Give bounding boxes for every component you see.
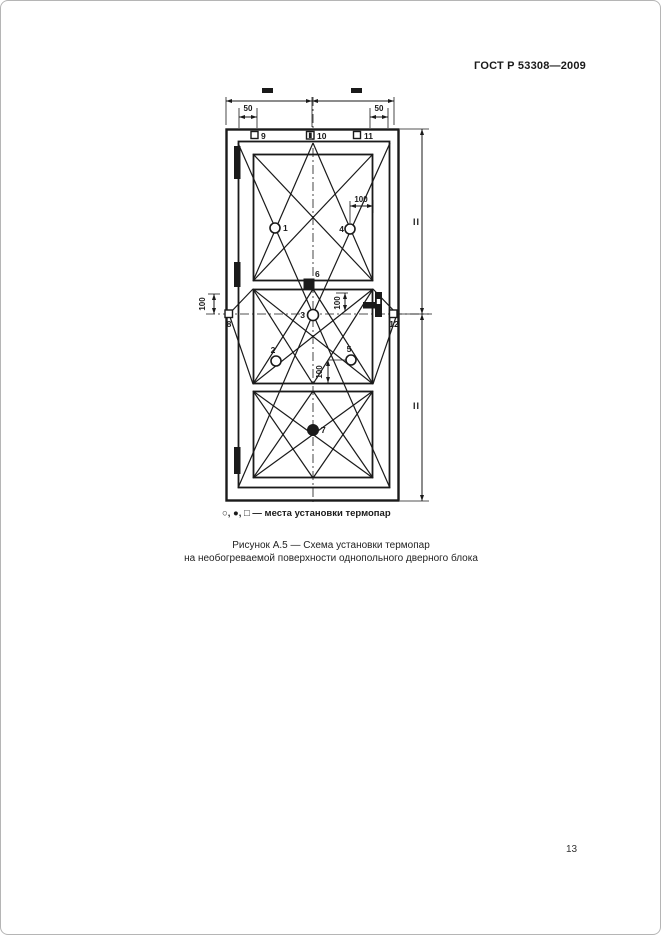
label-point-5: 5 (346, 344, 352, 354)
label-point-7: 7 (321, 425, 326, 435)
figure-legend: ○, ●, □ — места установки термопар (222, 508, 391, 519)
label-point-11: 11 (364, 131, 373, 141)
thermocouple-square-11 (354, 132, 361, 139)
dimensions (198, 88, 429, 501)
page-number: 13 (566, 844, 578, 855)
hinge-icons (234, 146, 241, 474)
dim-50-right: 50 (374, 104, 384, 113)
hinge-top-icon (234, 146, 241, 179)
figure-a5-diagram (193, 79, 439, 515)
label-point-8: 8 (226, 319, 232, 329)
thermocouple-point-2 (271, 356, 281, 366)
dim-100-middle: 100 (333, 296, 342, 310)
thermocouple-point-4 (345, 224, 355, 234)
standard-header: ГОСТ Р 53308—2009 (474, 60, 586, 72)
dim-100-upper: 100 (354, 195, 368, 204)
height-lower-label: II (412, 401, 421, 411)
hinge-middle-icon (234, 262, 241, 287)
thermocouple-markers (225, 132, 397, 436)
dim-100-lower: 100 (315, 365, 324, 379)
thermocouple-point-3 (308, 310, 319, 321)
hinge-bottom-icon (234, 447, 241, 474)
label-point-9: 9 (261, 131, 266, 141)
thermocouple-point-1 (270, 223, 280, 233)
height-upper-label: II (412, 217, 421, 227)
thermocouple-square-9 (251, 132, 258, 139)
thermocouple-point-7 (308, 425, 319, 436)
label-point-6: 6 (315, 269, 320, 279)
thermocouple-square-12 (390, 310, 398, 318)
figure-caption-line1: Рисунок А.5 — Схема установки термопар (232, 540, 430, 551)
label-point-3: 3 (300, 310, 305, 320)
width-half-right-label-blob (351, 88, 362, 93)
thermocouple-point-5 (346, 355, 356, 365)
width-half-left-label-blob (262, 88, 273, 93)
dim-100-left: 100 (198, 297, 207, 311)
label-point-1: 1 (283, 223, 288, 233)
label-point-4: 4 (339, 224, 344, 234)
label-point-12: 12 (389, 319, 399, 329)
extension-lines (208, 97, 429, 501)
label-point-2: 2 (270, 345, 276, 355)
figure-caption-line2: на необогреваемой поверхности однопольного дверного блока (184, 553, 478, 564)
figure-caption (11, 539, 651, 565)
thermocouple-square-6 (304, 279, 314, 289)
dim-50-left: 50 (243, 104, 253, 113)
thermocouple-square-8 (225, 310, 233, 318)
dimension-lines (214, 101, 422, 501)
label-point-10: 10 (317, 131, 327, 141)
